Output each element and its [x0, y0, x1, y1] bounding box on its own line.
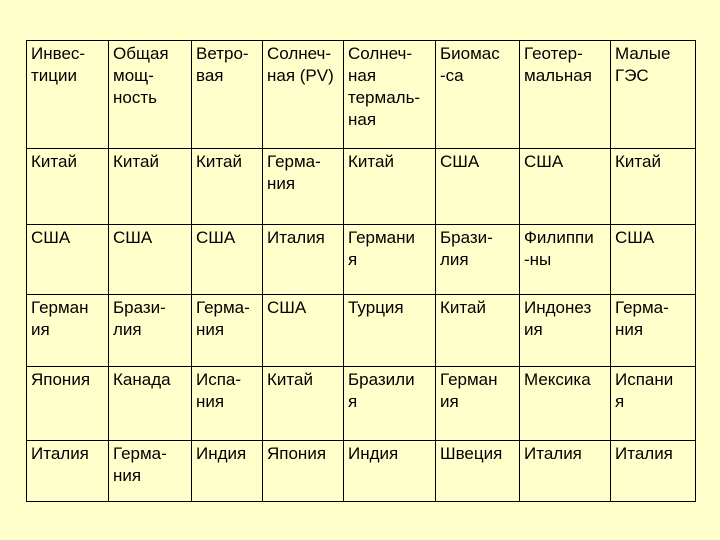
table-cell: Китай	[263, 367, 344, 441]
header-geothermal: Геотер- мальная	[520, 41, 611, 149]
table-cell: Испа- ния	[192, 367, 263, 441]
header-solar-thermal: Солнеч- ная термаль- ная	[344, 41, 436, 149]
table-cell: США	[436, 149, 520, 225]
table-cell: Китай	[27, 149, 109, 225]
table-cell: Италия	[611, 441, 696, 502]
table-cell: Индонез ия	[520, 295, 611, 367]
table-cell: Герма- ния	[192, 295, 263, 367]
table-cell: Турция	[344, 295, 436, 367]
table-cell: Китай	[436, 295, 520, 367]
table-cell: Италия	[263, 225, 344, 295]
table-cell: Филиппи -ны	[520, 225, 611, 295]
table-cell: Брази- лия	[436, 225, 520, 295]
table-row	[27, 367, 696, 441]
table-cell: Италия	[27, 441, 109, 502]
table-row	[27, 225, 696, 295]
table-cell: Герман ия	[436, 367, 520, 441]
table-row	[27, 441, 696, 502]
header-small-hydro: Малые ГЭС	[611, 41, 696, 149]
table-cell: Герман ия	[27, 295, 109, 367]
table-cell: Бразили я	[344, 367, 436, 441]
header-biomass: Биомас -са	[436, 41, 520, 149]
ranking-table	[26, 40, 696, 502]
header-wind: Ветро- вая	[192, 41, 263, 149]
table-cell: Швеция	[436, 441, 520, 502]
table-cell: Япония	[27, 367, 109, 441]
table-cell: Герма- ния	[263, 149, 344, 225]
table-cell: Китай	[109, 149, 192, 225]
table-cell: Индия	[192, 441, 263, 502]
table-cell: США	[263, 295, 344, 367]
table-cell: Китай	[344, 149, 436, 225]
table-cell: США	[611, 225, 696, 295]
table-cell: Испани я	[611, 367, 696, 441]
table-cell: Китай	[611, 149, 696, 225]
table-cell: Италия	[520, 441, 611, 502]
header-investments: Инвес- тиции	[27, 41, 109, 149]
table-cell: США	[27, 225, 109, 295]
table-header-row	[27, 41, 696, 149]
header-total-capacity: Общая мощ- ность	[109, 41, 192, 149]
table-row	[27, 295, 696, 367]
table-cell: Япония	[263, 441, 344, 502]
table-cell: Китай	[192, 149, 263, 225]
table-cell: Герма- ния	[109, 441, 192, 502]
table-cell: Германи я	[344, 225, 436, 295]
table-cell: Мексика	[520, 367, 611, 441]
table-cell: Герма- ния	[611, 295, 696, 367]
table-cell: США	[109, 225, 192, 295]
table-cell: Индия	[344, 441, 436, 502]
table-row	[27, 149, 696, 225]
header-solar-pv: Солнеч- ная (PV)	[263, 41, 344, 149]
table-cell: Брази- лия	[109, 295, 192, 367]
table-cell: США	[192, 225, 263, 295]
table-cell: США	[520, 149, 611, 225]
table-cell: Канада	[109, 367, 192, 441]
